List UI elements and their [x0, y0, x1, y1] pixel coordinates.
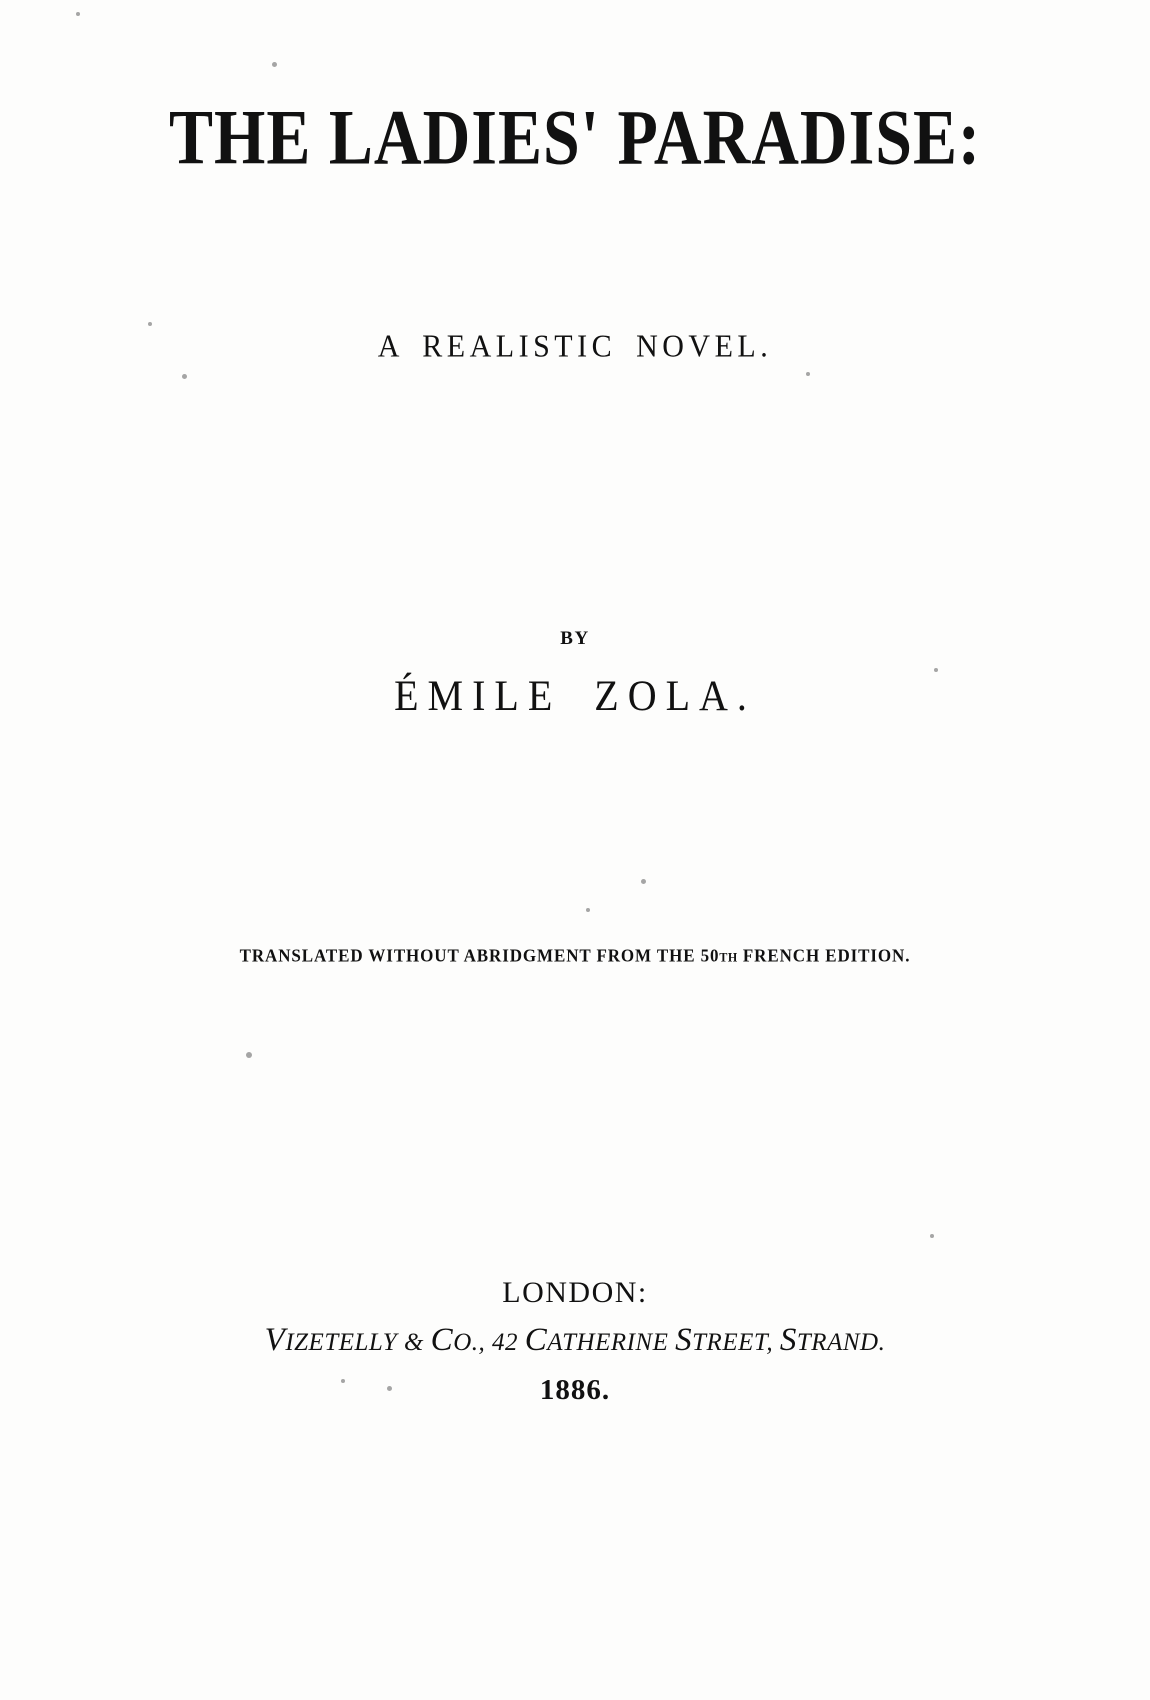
publisher-izetelly: IZETELLY	[285, 1329, 404, 1356]
scan-speck	[272, 62, 277, 67]
imprint-publisher	[0, 1322, 1150, 1359]
publisher-initial-v: V	[264, 1322, 286, 1358]
scan-speck	[341, 1379, 345, 1383]
street-initial-c: C	[524, 1322, 548, 1358]
translation-note	[0, 945, 1150, 966]
street-initial-s: S	[675, 1322, 693, 1358]
page-subtitle: A REALISTIC NOVEL.	[377, 329, 773, 364]
street-number: 42	[492, 1329, 525, 1356]
scan-speck	[930, 1234, 934, 1238]
by-label: BY	[560, 628, 590, 649]
scan-speck	[387, 1386, 392, 1391]
scan-speck	[806, 372, 810, 376]
translation-note-after: FRENCH EDITION.	[737, 945, 911, 966]
strand-rest: TRAND.	[796, 1329, 886, 1356]
scan-speck	[246, 1052, 252, 1058]
scan-speck	[586, 908, 590, 912]
page-title: THE LADIES' PARADISE:	[169, 94, 981, 181]
scan-speck	[148, 322, 152, 326]
street-atherine: ATHERINE	[547, 1329, 676, 1356]
translation-note-before: TRANSLATED WITHOUT ABRIDGMENT FROM THE 50	[239, 945, 720, 966]
imprint-year: 1886.	[539, 1374, 611, 1406]
imprint-city: LONDON:	[502, 1276, 648, 1309]
translation-note-ordinal: TH	[719, 949, 738, 965]
scan-speck	[641, 879, 646, 884]
scan-speck	[934, 668, 938, 672]
street-treet: TREET,	[692, 1329, 780, 1356]
scan-speck	[76, 12, 80, 16]
ampersand-glyph: &	[403, 1329, 431, 1356]
publisher-co: O.,	[453, 1329, 492, 1356]
strand-initial-s: S	[779, 1322, 797, 1358]
scan-speck	[182, 374, 187, 379]
publisher-initial-c: C	[430, 1322, 454, 1358]
author-name: ÉMILE ZOLA.	[394, 671, 756, 720]
